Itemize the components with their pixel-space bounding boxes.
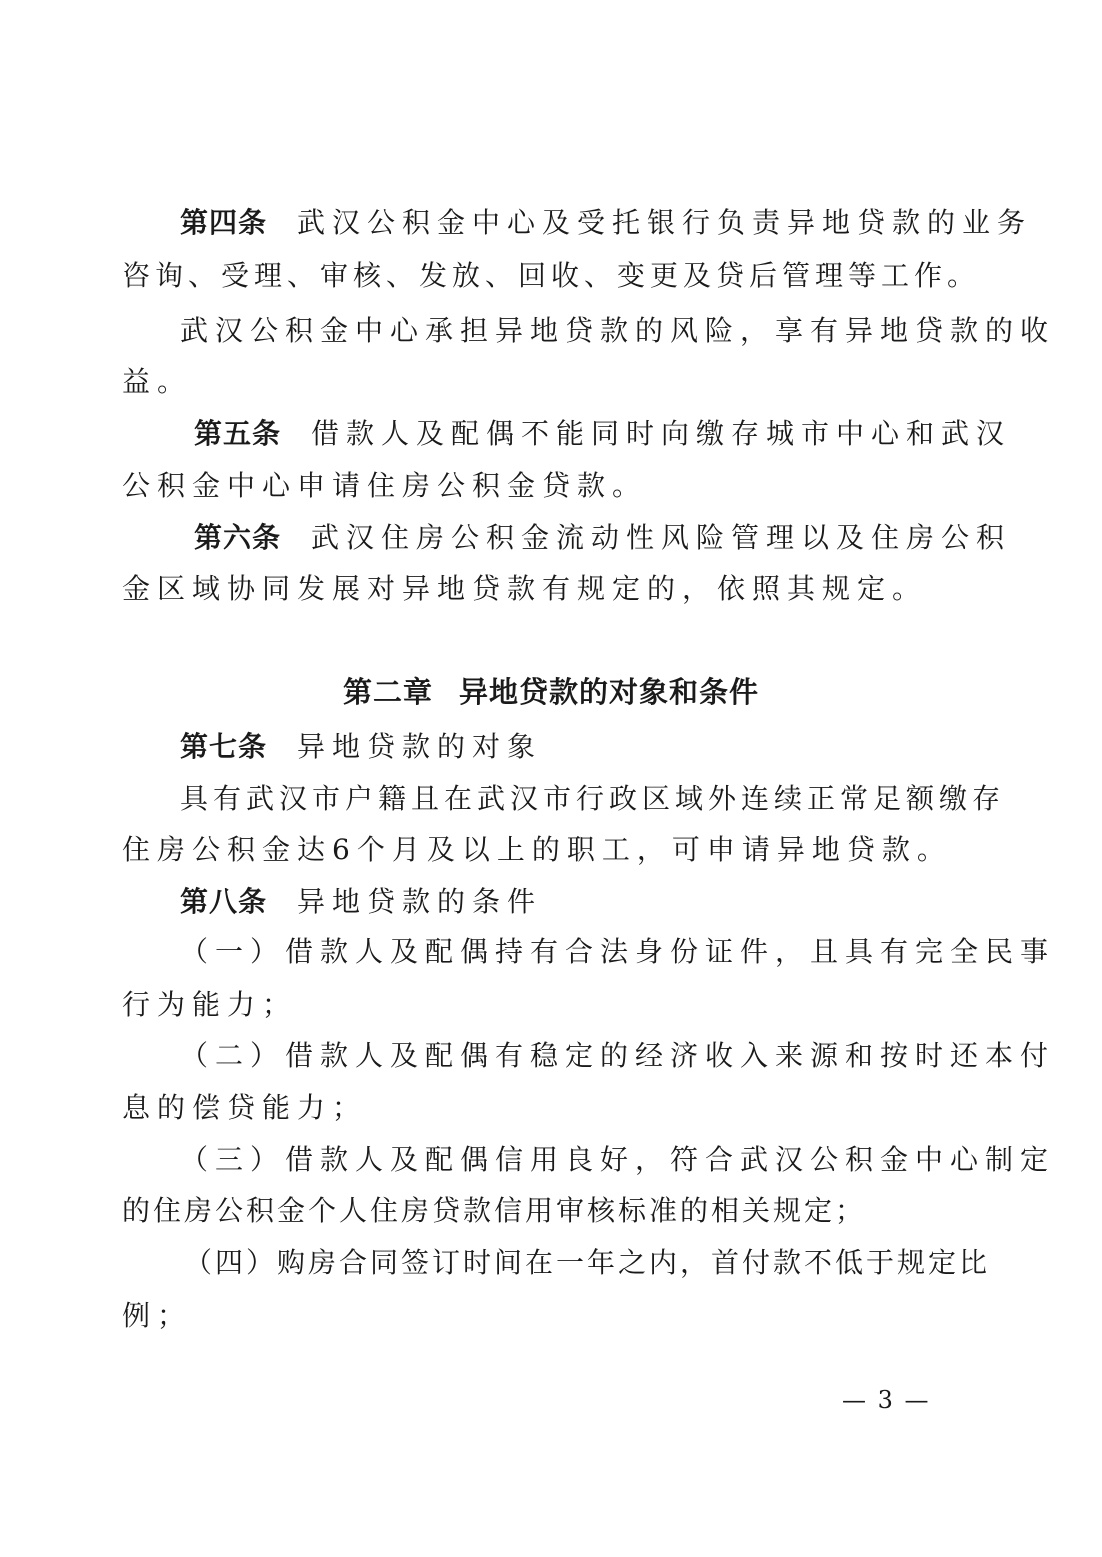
- chapter-2-number: 第二章: [342, 675, 433, 709]
- article-4-line-2: 咨询、受理、审核、发放、回收、变更及贷后管理等工作。: [122, 259, 981, 292]
- article-6-line-2: 金区域协同发展对异地贷款有规定的，依照其规定。: [122, 572, 928, 605]
- article-7-label: 第七条: [180, 730, 268, 763]
- article-8-heading-line: [180, 882, 934, 922]
- article-8-item-2-line-1: （二）借款人及配偶有稳定的经济收入来源和按时还本付: [180, 1039, 1056, 1072]
- article-4-text: 武汉公积金中心及受托银行负责异地贷款的业务: [297, 206, 1033, 239]
- article-6-line-1: [194, 518, 1012, 558]
- article-5-text: 借款人及配偶不能同时向缴存城市中心和武汉: [311, 417, 1012, 450]
- article-8-item-3-line-1: （三）借款人及配偶信用良好，符合武汉公积金中心制定: [180, 1143, 1056, 1176]
- article-7-line-2: 住房公积金达6个月及以上的职工，可申请异地贷款。: [122, 833, 952, 866]
- article-8-label: 第八条: [180, 885, 268, 918]
- article-4-line-1: [180, 203, 1033, 243]
- article-5-line-2: 公积金中心申请住房公积金贷款。: [122, 469, 648, 502]
- article-8-heading: 异地贷款的条件: [297, 885, 543, 918]
- article-6-text: 武汉住房公积金流动性风险管理以及住房公积: [311, 521, 1012, 554]
- chapter-2-heading: [0, 672, 1102, 712]
- article-4-line-4: 益。: [122, 365, 193, 398]
- article-8-item-1-line-2: 行为能力；: [122, 988, 298, 1021]
- article-7-heading-line: [180, 727, 934, 767]
- page-number: — 3 —: [842, 1386, 931, 1414]
- article-8-item-4-line-2: 例；: [122, 1299, 193, 1332]
- article-5-line-1: [194, 414, 1012, 454]
- article-4-label: 第四条: [180, 206, 268, 239]
- article-8-item-1-line-1: （一）借款人及配偶持有合法身份证件，且具有完全民事: [180, 935, 1056, 968]
- article-6-label: 第六条: [194, 521, 282, 554]
- article-5-label: 第五条: [194, 417, 282, 450]
- chapter-2-title: 异地贷款的对象和条件: [459, 675, 760, 709]
- article-8-item-4-line-1: （四）购房合同签订时间在一年之内，首付款不低于规定比: [184, 1246, 991, 1279]
- article-7-heading: 异地贷款的对象: [297, 730, 543, 763]
- article-7-line-1: 具有武汉市户籍且在武汉市行政区域外连续正常足额缴存: [180, 782, 1006, 815]
- article-8-item-2-line-2: 息的偿贷能力；: [122, 1091, 368, 1124]
- article-8-item-3-line-2: 的住房公积金个人住房贷款信用审核标准的相关规定；: [122, 1194, 867, 1227]
- article-4-line-3: 武汉公积金中心承担异地贷款的风险，享有异地贷款的收: [180, 314, 1056, 347]
